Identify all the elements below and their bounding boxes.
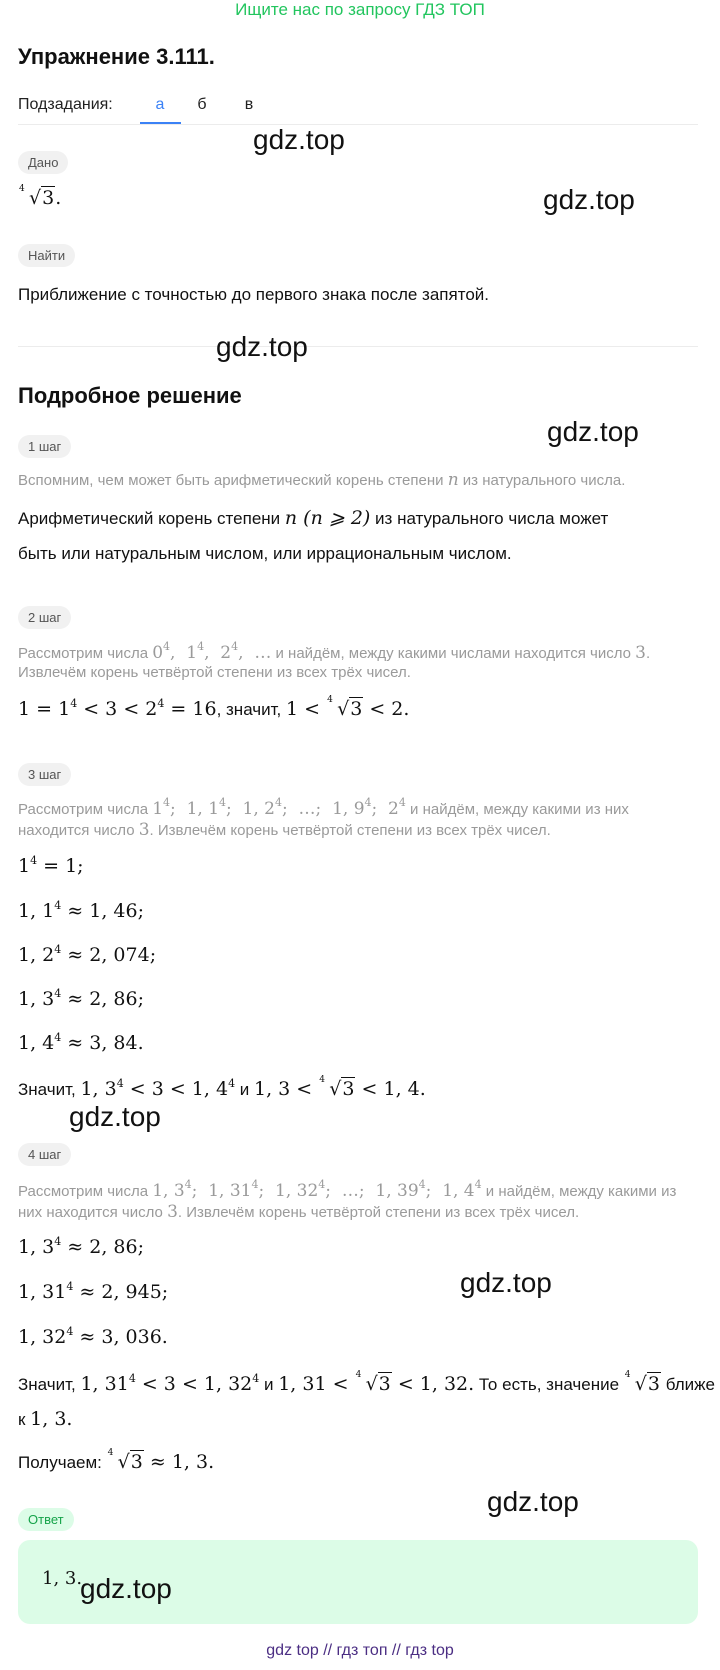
step3-row-1: $1^4 = 1$; bbox=[18, 854, 84, 877]
tab-a[interactable]: а bbox=[155, 96, 165, 113]
watermark: gdz.top bbox=[253, 124, 345, 155]
search-banner[interactable]: Ищите нас по запросу ГДЗ ТОП bbox=[235, 0, 485, 19]
watermark: gdz.top bbox=[487, 1486, 579, 1517]
step2-hint-line2: Извлечём корень четвёртой степени из всех трёх чисел. bbox=[18, 664, 411, 681]
step4-badge: 4 шаг bbox=[18, 1143, 71, 1166]
step4-conclusion-line1: Значит, 1, $31^4 < 3 < 1$, $32^4$ и 1, 31 < 4 √3 < 1, 32. То есть, значение 4 √3 ближе bbox=[18, 1370, 715, 1395]
watermark: gdz.top bbox=[547, 416, 639, 447]
watermark: gdz.top bbox=[80, 1573, 172, 1604]
footer-links[interactable]: gdz top // гдз топ // гдз top bbox=[266, 1642, 454, 1659]
step4-row-2: 1, $31^4 \approx 2$, 945; bbox=[18, 1280, 169, 1303]
given-badge: Дано bbox=[18, 151, 68, 174]
find-badge: Найти bbox=[18, 244, 75, 267]
step3-conclusion: Значит, 1, $3^4 < 3 < 1$, $4^4$ и 1, 3 < 4 √3 < 1, 4. bbox=[18, 1075, 426, 1100]
step3-row-5: 1, $4^4 \approx 3$, 84. bbox=[18, 1031, 144, 1054]
step1-line1: Арифметический корень степени n (n ⩾ 2) из натурального числа может bbox=[18, 507, 609, 529]
watermark: gdz.top bbox=[543, 184, 635, 215]
solution-heading: Подробное решение bbox=[18, 383, 242, 408]
step3-row-2: 1, $1^4 \approx 1$, 46; bbox=[18, 899, 145, 922]
step3-row-4: 1, $3^4 \approx 2$, 86; bbox=[18, 987, 145, 1010]
answer-value: 1, 3. bbox=[42, 1568, 83, 1589]
step4-row-3: 1, $32^4 \approx 3$, 036. bbox=[18, 1325, 168, 1348]
step4-hint-line2: них находится число 3. Извлечём корень четвёртой степени из всех трёх чисел. bbox=[18, 1202, 580, 1222]
find-text: Приближение с точностью до первого знака после запятой. bbox=[18, 285, 489, 304]
section-divider bbox=[18, 346, 698, 347]
step1-line2: быть или натуральным числом, или иррациональным числом. bbox=[18, 544, 512, 563]
step2-hint-line1: Рассмотрим числа $0^4$, $1^4$, $2^4$, … и найдём, между какими числами находится число 3. bbox=[18, 640, 651, 663]
watermark: gdz.top bbox=[69, 1101, 161, 1132]
step2-result: $1 = 1^4 < 3 < 2^4 = 16$, значит, 1 < 4 √3 < 2. bbox=[18, 695, 410, 720]
tab-b[interactable]: б bbox=[197, 96, 207, 113]
step3-hint-line2: находится число 3. Извлечём корень четвёртой степени из всех трёх чисел. bbox=[18, 820, 551, 840]
watermark: gdz.top bbox=[216, 331, 308, 362]
subtasks-label: Подзадания: bbox=[18, 96, 113, 113]
step1-badge: 1 шаг bbox=[18, 435, 71, 458]
step4-row-1: 1, $3^4 \approx 2$, 86; bbox=[18, 1235, 145, 1258]
answer-badge: Ответ bbox=[18, 1508, 74, 1531]
tabs-divider bbox=[18, 124, 698, 125]
page-title: Упражнение 3.111. bbox=[18, 44, 215, 69]
given-expression: 4 √3. bbox=[19, 184, 62, 209]
step3-badge: 3 шаг bbox=[18, 763, 71, 786]
step3-hint-line1: Рассмотрим числа $1^4$; 1, $1^4$; 1, $2^4$; …; 1, $9^4$; $2^4$ и найдём, между какими из них bbox=[18, 796, 629, 819]
step3-row-3: 1, $2^4 \approx 2$, 074; bbox=[18, 943, 157, 966]
step4-hint-line1: Рассмотрим числа 1, $3^4$; 1, $31^4$; 1, $32^4$; …; 1, $39^4$; 1, $4^4$ и найдём, между какими из bbox=[18, 1178, 677, 1201]
step4-result: Получаем: 4 √3 ≈ 1, 3. bbox=[18, 1448, 215, 1473]
tab-v[interactable]: в bbox=[244, 96, 254, 113]
step1-hint: Вспомним, чем может быть арифметический корень степени n из натурального числа. bbox=[18, 470, 626, 490]
step2-badge: 2 шаг bbox=[18, 606, 71, 629]
watermark: gdz.top bbox=[460, 1267, 552, 1298]
step4-conclusion-line2: к 1, 3. bbox=[18, 1408, 73, 1430]
